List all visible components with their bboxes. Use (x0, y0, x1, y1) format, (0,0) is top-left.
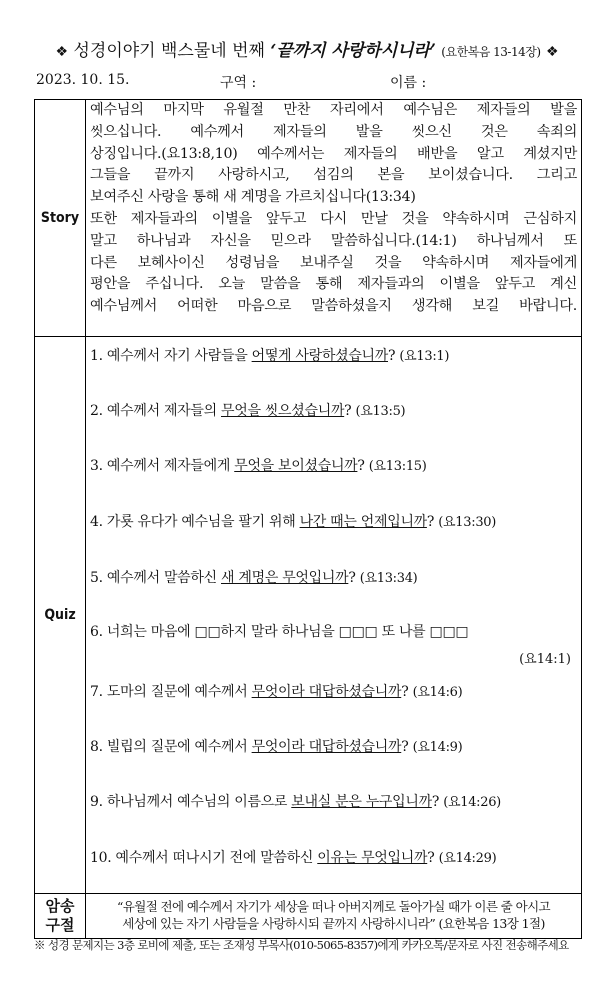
quiz-question-7: 7. 도마의 질문에 예수께서 무엇이라 대답하셨습니까? (요14:6) (90, 684, 463, 700)
quiz-question-1: 1. 예수께서 자기 사람들을 어떻게 사랑하셨습니까? (요13:1) (90, 348, 450, 364)
story-line: 보여주신 사랑을 통해 새 계명을 가르치십니다(13:34) (90, 189, 416, 206)
story-line: 예수님의 마지막 유월절 만찬 자리에서 예수님은 제자들의 발을 (90, 102, 577, 118)
story-text (86, 100, 581, 336)
footnote: ※ 성경 문제지는 3층 로비에 제출, 또는 조재성 부목사(010-5065-8357)에게 카카오톡/문자로 사진 전송해주세요 (34, 938, 569, 952)
story-line: 다른 보혜사이신 성령님을 보내주실 것을 약속하시며 제자들에게 (90, 254, 577, 271)
story-line: 씻으십니다. 예수께서 제자들의 발을 씻으신 것은 속죄의 (90, 123, 577, 140)
memory-verse-cell (86, 894, 582, 939)
quiz-question-3: 3. 예수께서 제자들에게 무엇을 보이셨습니까? (요13:15) (90, 458, 427, 474)
quiz-question-6-reference: (요14:1) (519, 652, 571, 667)
story-line: 그들을 끝까지 사랑하시고, 섬김의 본을 보이셨습니다. 그리고 (90, 167, 577, 184)
meta-row (36, 72, 596, 94)
diamond-icon: ❖ (545, 44, 559, 60)
story-line: 예수님께서 어떠한 마음으로 말씀하셨을지 생각해 보길 바랍니다. (90, 298, 577, 315)
name-label: 이름 : (390, 75, 427, 91)
story-line: 말고 하나님과 자신을 믿으라 말씀하십니다.(14:1) 하나님께서 또 (90, 232, 577, 249)
quiz-question-6: 6. 너희는 마음에 □□하지 말라 하나님을 □□□ 또 나를 □□□ (90, 624, 469, 640)
story-line: 또한 제자들과의 이별을 앞두고 다시 만날 것을 약속하시며 근심하지 (90, 210, 577, 227)
memory-verse-label: 암송 구절 (35, 894, 86, 939)
quiz-question-4: 4. 가룟 유다가 예수님을 팔기 위해 나간 때는 언제입니까? (요13:30) (90, 514, 497, 530)
district-label: 구역 : (220, 75, 257, 91)
title-main: ‘끝까지 사랑하시니라’ (270, 41, 436, 61)
quiz-list (86, 337, 581, 893)
quiz-question-10: 10. 예수께서 떠나시기 전에 말씀하신 이유는 무엇입니까? (요14:29) (90, 850, 497, 866)
quiz-question-8: 8. 빌립의 질문에 예수께서 무엇이라 대답하셨습니까? (요14:9) (90, 739, 463, 755)
title-reference: (요한복음 13-14장) (441, 45, 541, 59)
page-title (0, 36, 614, 61)
quiz-question-9: 9. 하나님께서 예수님의 이름으로 보내실 분은 누구입니까? (요14:26) (90, 794, 501, 810)
worksheet-table (34, 99, 582, 939)
quiz-label: Quiz (35, 337, 86, 894)
story-line: 상징입니다.(요13:8,10) 예수께서는 제자들의 배반을 알고 계셨지만 (90, 145, 577, 162)
title-prefix: 성경이야기 백스물네 번째 (73, 41, 265, 61)
quiz-question-5: 5. 예수께서 말씀하신 새 계명은 무엇입니까? (요13:34) (90, 570, 418, 586)
story-label: Story (35, 100, 86, 337)
story-cell (86, 100, 582, 337)
memory-verse-text: “유월절 전에 예수께서 자기가 세상을 떠나 아버지께로 돌아가실 때가 이른 줄 아시고 세상에 있는 자기 사람들을 사랑하시되 끝까지 사랑하시니라” (요한복음 13장 1절) (116, 899, 551, 931)
quiz-question-2: 2. 예수께서 제자들의 무엇을 씻으셨습니까? (요13:5) (90, 403, 406, 419)
date-text: 2023. 10. 15. (36, 72, 130, 88)
quiz-cell (86, 337, 582, 894)
diamond-icon: ❖ (55, 44, 69, 60)
story-line: 평안을 주십니다. 오늘 말씀을 통해 제자들과의 이별을 앞두고 계신 (90, 276, 577, 293)
